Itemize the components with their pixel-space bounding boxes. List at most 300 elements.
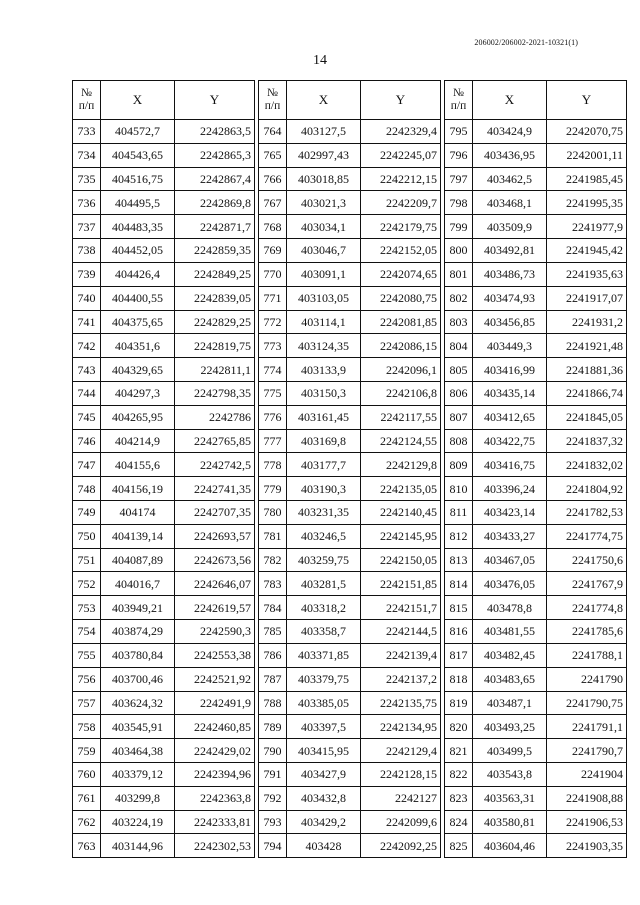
table-row — [73, 810, 255, 834]
x-coordinate-cell: 403397,5 — [287, 715, 361, 739]
table-row — [445, 572, 627, 596]
x-coordinate-cell: 403435,14 — [473, 381, 547, 405]
table-row — [73, 715, 255, 739]
x-coordinate-cell: 403259,75 — [287, 548, 361, 572]
y-coordinate-cell: 2242333,81 — [175, 810, 255, 834]
x-coordinate-cell: 403379,75 — [287, 667, 361, 691]
point-number-cell: 783 — [259, 572, 287, 596]
point-number-cell: 747 — [73, 453, 101, 477]
y-coordinate-cell: 2242086,15 — [361, 334, 441, 358]
table-row — [445, 381, 627, 405]
x-coordinate-cell: 403509,9 — [473, 215, 547, 239]
column-header-y: Y — [547, 81, 627, 120]
table-row — [445, 286, 627, 310]
table-row — [73, 239, 255, 263]
point-number-cell: 751 — [73, 548, 101, 572]
x-coordinate-cell: 403478,8 — [473, 596, 547, 620]
coordinates-table-1 — [72, 80, 255, 858]
point-number-cell: 816 — [445, 620, 473, 644]
y-coordinate-cell: 2242865,3 — [175, 143, 255, 167]
point-number-cell: 755 — [73, 643, 101, 667]
x-coordinate-cell: 403700,46 — [101, 667, 175, 691]
x-coordinate-cell: 403499,5 — [473, 739, 547, 763]
table-row — [73, 381, 255, 405]
point-number-cell: 777 — [259, 429, 287, 453]
table-row — [445, 191, 627, 215]
table-row — [445, 262, 627, 286]
table-row — [259, 596, 441, 620]
point-number-cell: 770 — [259, 262, 287, 286]
x-coordinate-cell: 403487,1 — [473, 691, 547, 715]
point-number-cell: 811 — [445, 501, 473, 525]
table-row — [445, 524, 627, 548]
x-coordinate-cell: 403224,19 — [101, 810, 175, 834]
column-header-number: № п/п — [73, 81, 101, 120]
point-number-cell: 771 — [259, 286, 287, 310]
column-header-number: № п/п — [445, 81, 473, 120]
table-row — [445, 477, 627, 501]
point-number-cell: 822 — [445, 762, 473, 786]
table-row — [259, 810, 441, 834]
y-coordinate-cell: 2241790,7 — [547, 739, 627, 763]
point-number-cell: 794 — [259, 834, 287, 858]
x-coordinate-cell: 403021,3 — [287, 191, 361, 215]
y-coordinate-cell: 2242212,15 — [361, 167, 441, 191]
table-row — [445, 834, 627, 858]
table-row — [73, 120, 255, 144]
x-coordinate-cell: 403396,24 — [473, 477, 547, 501]
column-header-x: X — [473, 81, 547, 120]
x-coordinate-cell: 403144,96 — [101, 834, 175, 858]
table-row — [259, 477, 441, 501]
table-row — [73, 667, 255, 691]
x-coordinate-cell: 403177,7 — [287, 453, 361, 477]
table-row — [259, 762, 441, 786]
point-number-cell: 762 — [73, 810, 101, 834]
point-number-cell: 797 — [445, 167, 473, 191]
table-row — [259, 262, 441, 286]
table-row — [445, 239, 627, 263]
x-coordinate-cell: 404400,55 — [101, 286, 175, 310]
point-number-cell: 756 — [73, 667, 101, 691]
y-coordinate-cell: 2242134,95 — [361, 715, 441, 739]
x-coordinate-cell: 403486,73 — [473, 262, 547, 286]
x-coordinate-cell: 403464,38 — [101, 739, 175, 763]
y-coordinate-cell: 2242460,85 — [175, 715, 255, 739]
point-number-cell: 740 — [73, 286, 101, 310]
point-number-cell: 738 — [73, 239, 101, 263]
table-row — [445, 453, 627, 477]
point-number-cell: 779 — [259, 477, 287, 501]
point-number-cell: 745 — [73, 405, 101, 429]
y-coordinate-cell: 2242673,56 — [175, 548, 255, 572]
x-coordinate-cell: 403114,1 — [287, 310, 361, 334]
table-row — [259, 215, 441, 239]
x-coordinate-cell: 403246,5 — [287, 524, 361, 548]
x-coordinate-cell: 404452,05 — [101, 239, 175, 263]
x-coordinate-cell: 403467,05 — [473, 548, 547, 572]
x-coordinate-cell: 403127,5 — [287, 120, 361, 144]
y-coordinate-cell: 2241985,45 — [547, 167, 627, 191]
y-coordinate-cell: 2241904 — [547, 762, 627, 786]
table-row — [259, 643, 441, 667]
point-number-cell: 736 — [73, 191, 101, 215]
x-coordinate-cell: 404375,65 — [101, 310, 175, 334]
table-row — [73, 358, 255, 382]
point-number-cell: 814 — [445, 572, 473, 596]
table-row — [73, 215, 255, 239]
table-row — [73, 834, 255, 858]
point-number-cell: 790 — [259, 739, 287, 763]
x-coordinate-cell: 404139,14 — [101, 524, 175, 548]
y-coordinate-cell: 2242867,4 — [175, 167, 255, 191]
point-number-cell: 778 — [259, 453, 287, 477]
table-row — [259, 405, 441, 429]
point-number-cell: 819 — [445, 691, 473, 715]
point-number-cell: 780 — [259, 501, 287, 525]
table-header-row — [445, 81, 627, 120]
y-coordinate-cell: 2242128,15 — [361, 762, 441, 786]
x-coordinate-cell: 403281,5 — [287, 572, 361, 596]
table-row — [445, 501, 627, 525]
x-coordinate-cell: 402997,43 — [287, 143, 361, 167]
table-row — [259, 358, 441, 382]
table-row — [259, 786, 441, 810]
y-coordinate-cell: 2242139,4 — [361, 643, 441, 667]
y-coordinate-cell: 2241935,63 — [547, 262, 627, 286]
y-coordinate-cell: 2242429,02 — [175, 739, 255, 763]
y-coordinate-cell: 2242150,05 — [361, 548, 441, 572]
table-row — [259, 310, 441, 334]
x-coordinate-cell: 403474,93 — [473, 286, 547, 310]
table-header-row — [259, 81, 441, 120]
point-number-cell: 787 — [259, 667, 287, 691]
point-number-cell: 735 — [73, 167, 101, 191]
point-number-cell: 805 — [445, 358, 473, 382]
table-row — [259, 620, 441, 644]
x-coordinate-cell: 403415,95 — [287, 739, 361, 763]
y-coordinate-cell: 2242106,8 — [361, 381, 441, 405]
point-number-cell: 781 — [259, 524, 287, 548]
y-coordinate-cell: 2242152,05 — [361, 239, 441, 263]
point-number-cell: 785 — [259, 620, 287, 644]
coordinates-table-3 — [444, 80, 627, 858]
table-row — [73, 143, 255, 167]
y-coordinate-cell: 2242829,25 — [175, 310, 255, 334]
y-coordinate-cell: 2241791,1 — [547, 715, 627, 739]
y-coordinate-cell: 2241903,35 — [547, 834, 627, 858]
point-number-cell: 774 — [259, 358, 287, 382]
x-coordinate-cell: 403423,14 — [473, 501, 547, 525]
table-row — [259, 143, 441, 167]
column-header-number: № п/п — [259, 81, 287, 120]
x-coordinate-cell: 403018,85 — [287, 167, 361, 191]
table-row — [445, 167, 627, 191]
y-coordinate-cell: 2242741,35 — [175, 477, 255, 501]
table-row — [445, 810, 627, 834]
point-number-cell: 766 — [259, 167, 287, 191]
point-number-cell: 802 — [445, 286, 473, 310]
point-number-cell: 765 — [259, 143, 287, 167]
x-coordinate-cell: 404016,7 — [101, 572, 175, 596]
x-coordinate-cell: 404087,89 — [101, 548, 175, 572]
table-row — [259, 667, 441, 691]
y-coordinate-cell: 2241782,53 — [547, 501, 627, 525]
table-row — [73, 310, 255, 334]
y-coordinate-cell: 2241804,92 — [547, 477, 627, 501]
table-row — [73, 191, 255, 215]
table-row — [259, 739, 441, 763]
y-coordinate-cell: 2241750,6 — [547, 548, 627, 572]
point-number-cell: 750 — [73, 524, 101, 548]
x-coordinate-cell: 403034,1 — [287, 215, 361, 239]
x-coordinate-cell: 403780,84 — [101, 643, 175, 667]
y-coordinate-cell: 2242302,53 — [175, 834, 255, 858]
table-row — [445, 739, 627, 763]
table-row — [259, 715, 441, 739]
point-number-cell: 817 — [445, 643, 473, 667]
x-coordinate-cell: 403543,8 — [473, 762, 547, 786]
table-row — [445, 643, 627, 667]
x-coordinate-cell: 403416,99 — [473, 358, 547, 382]
table-row — [445, 334, 627, 358]
x-coordinate-cell: 404265,95 — [101, 405, 175, 429]
y-coordinate-cell: 2242137,2 — [361, 667, 441, 691]
y-coordinate-cell: 2241790,75 — [547, 691, 627, 715]
y-coordinate-cell: 2242070,75 — [547, 120, 627, 144]
x-coordinate-cell: 404516,75 — [101, 167, 175, 191]
point-number-cell: 798 — [445, 191, 473, 215]
table-row — [259, 524, 441, 548]
y-coordinate-cell: 2242849,25 — [175, 262, 255, 286]
point-number-cell: 773 — [259, 334, 287, 358]
column-header-x: X — [101, 81, 175, 120]
table-row — [259, 381, 441, 405]
table-row — [73, 477, 255, 501]
point-number-cell: 803 — [445, 310, 473, 334]
table-row — [73, 643, 255, 667]
table-row — [73, 691, 255, 715]
y-coordinate-cell: 2241945,42 — [547, 239, 627, 263]
y-coordinate-cell: 2242129,4 — [361, 739, 441, 763]
x-coordinate-cell: 403299,8 — [101, 786, 175, 810]
point-number-cell: 799 — [445, 215, 473, 239]
point-number-cell: 807 — [445, 405, 473, 429]
y-coordinate-cell: 2241866,74 — [547, 381, 627, 405]
table-row — [445, 715, 627, 739]
x-coordinate-cell: 403091,1 — [287, 262, 361, 286]
table-row — [73, 786, 255, 810]
y-coordinate-cell: 2242839,05 — [175, 286, 255, 310]
point-number-cell: 772 — [259, 310, 287, 334]
x-coordinate-cell: 403161,45 — [287, 405, 361, 429]
point-number-cell: 801 — [445, 262, 473, 286]
x-coordinate-cell: 403545,91 — [101, 715, 175, 739]
point-number-cell: 795 — [445, 120, 473, 144]
point-number-cell: 764 — [259, 120, 287, 144]
y-coordinate-cell: 2241837,32 — [547, 429, 627, 453]
x-coordinate-cell: 403231,35 — [287, 501, 361, 525]
x-coordinate-cell: 403428 — [287, 834, 361, 858]
y-coordinate-cell: 2242081,85 — [361, 310, 441, 334]
x-coordinate-cell: 403103,05 — [287, 286, 361, 310]
y-coordinate-cell: 2242329,4 — [361, 120, 441, 144]
point-number-cell: 763 — [73, 834, 101, 858]
table-row — [73, 286, 255, 310]
y-coordinate-cell: 2241774,8 — [547, 596, 627, 620]
table-row — [73, 334, 255, 358]
table-row — [445, 405, 627, 429]
y-coordinate-cell: 2242619,57 — [175, 596, 255, 620]
x-coordinate-cell: 403493,25 — [473, 715, 547, 739]
x-coordinate-cell: 403624,32 — [101, 691, 175, 715]
table-row — [259, 501, 441, 525]
x-coordinate-cell: 403190,3 — [287, 477, 361, 501]
table-row — [73, 167, 255, 191]
point-number-cell: 741 — [73, 310, 101, 334]
point-number-cell: 809 — [445, 453, 473, 477]
page-number: 14 — [313, 53, 327, 68]
y-coordinate-cell: 2242144,5 — [361, 620, 441, 644]
table-row — [73, 262, 255, 286]
point-number-cell: 810 — [445, 477, 473, 501]
y-coordinate-cell: 2241845,05 — [547, 405, 627, 429]
y-coordinate-cell: 2242129,8 — [361, 453, 441, 477]
x-coordinate-cell: 403358,7 — [287, 620, 361, 644]
point-number-cell: 775 — [259, 381, 287, 405]
x-coordinate-cell: 403422,75 — [473, 429, 547, 453]
y-coordinate-cell: 2242145,95 — [361, 524, 441, 548]
point-number-cell: 788 — [259, 691, 287, 715]
y-coordinate-cell: 2241931,2 — [547, 310, 627, 334]
y-coordinate-cell: 2242693,57 — [175, 524, 255, 548]
point-number-cell: 789 — [259, 715, 287, 739]
y-coordinate-cell: 2242553,38 — [175, 643, 255, 667]
point-number-cell: 813 — [445, 548, 473, 572]
table-row — [73, 453, 255, 477]
point-number-cell: 757 — [73, 691, 101, 715]
x-coordinate-cell: 403150,3 — [287, 381, 361, 405]
y-coordinate-cell: 2242074,65 — [361, 262, 441, 286]
x-coordinate-cell: 403416,75 — [473, 453, 547, 477]
y-coordinate-cell: 2242742,5 — [175, 453, 255, 477]
y-coordinate-cell: 2242786 — [175, 405, 255, 429]
coordinates-tables — [72, 80, 627, 858]
table-row — [259, 548, 441, 572]
point-number-cell: 744 — [73, 381, 101, 405]
point-number-cell: 769 — [259, 239, 287, 263]
point-number-cell: 753 — [73, 596, 101, 620]
table-row — [445, 548, 627, 572]
table-row — [445, 667, 627, 691]
document-id: 206002/206002-2021-10321(1) — [474, 38, 578, 47]
table-row — [445, 596, 627, 620]
coordinates-table-2 — [258, 80, 441, 858]
x-coordinate-cell: 403427,9 — [287, 762, 361, 786]
point-number-cell: 792 — [259, 786, 287, 810]
point-number-cell: 815 — [445, 596, 473, 620]
table-row — [445, 786, 627, 810]
table-row — [73, 572, 255, 596]
y-coordinate-cell: 2242819,75 — [175, 334, 255, 358]
y-coordinate-cell: 2242117,55 — [361, 405, 441, 429]
y-coordinate-cell: 2242646,07 — [175, 572, 255, 596]
y-coordinate-cell: 2241790 — [547, 667, 627, 691]
y-coordinate-cell: 2242245,07 — [361, 143, 441, 167]
table-row — [259, 286, 441, 310]
table-row — [73, 620, 255, 644]
y-coordinate-cell: 2241788,1 — [547, 643, 627, 667]
y-coordinate-cell: 2242491,9 — [175, 691, 255, 715]
table-row — [445, 762, 627, 786]
point-number-cell: 739 — [73, 262, 101, 286]
x-coordinate-cell: 403385,05 — [287, 691, 361, 715]
table-row — [445, 120, 627, 144]
y-coordinate-cell: 2241906,53 — [547, 810, 627, 834]
y-coordinate-cell: 2242869,8 — [175, 191, 255, 215]
x-coordinate-cell: 403476,05 — [473, 572, 547, 596]
x-coordinate-cell: 403412,65 — [473, 405, 547, 429]
x-coordinate-cell: 404483,35 — [101, 215, 175, 239]
x-coordinate-cell: 404426,4 — [101, 262, 175, 286]
point-number-cell: 746 — [73, 429, 101, 453]
x-coordinate-cell: 404495,5 — [101, 191, 175, 215]
x-coordinate-cell: 403468,1 — [473, 191, 547, 215]
y-coordinate-cell: 2242859,35 — [175, 239, 255, 263]
table-row — [445, 429, 627, 453]
x-coordinate-cell: 403371,85 — [287, 643, 361, 667]
y-coordinate-cell: 2242179,75 — [361, 215, 441, 239]
point-number-cell: 791 — [259, 762, 287, 786]
y-coordinate-cell: 2242140,45 — [361, 501, 441, 525]
y-coordinate-cell: 2242151,7 — [361, 596, 441, 620]
table-row — [445, 310, 627, 334]
y-coordinate-cell: 2242863,5 — [175, 120, 255, 144]
point-number-cell: 796 — [445, 143, 473, 167]
table-row — [73, 762, 255, 786]
point-number-cell: 759 — [73, 739, 101, 763]
x-coordinate-cell: 403481,55 — [473, 620, 547, 644]
table-row — [259, 191, 441, 215]
table-header-row — [73, 81, 255, 120]
point-number-cell: 776 — [259, 405, 287, 429]
x-coordinate-cell: 403483,65 — [473, 667, 547, 691]
point-number-cell: 768 — [259, 215, 287, 239]
column-header-y: Y — [175, 81, 255, 120]
table-row — [259, 120, 441, 144]
y-coordinate-cell: 2242798,35 — [175, 381, 255, 405]
table-row — [73, 524, 255, 548]
table-row — [73, 429, 255, 453]
point-number-cell: 824 — [445, 810, 473, 834]
x-coordinate-cell: 404155,6 — [101, 453, 175, 477]
x-coordinate-cell: 403169,8 — [287, 429, 361, 453]
x-coordinate-cell: 403133,9 — [287, 358, 361, 382]
y-coordinate-cell: 2242135,75 — [361, 691, 441, 715]
table-row — [259, 453, 441, 477]
table-row — [259, 239, 441, 263]
point-number-cell: 800 — [445, 239, 473, 263]
table-row — [445, 215, 627, 239]
point-number-cell: 804 — [445, 334, 473, 358]
x-coordinate-cell: 403433,27 — [473, 524, 547, 548]
y-coordinate-cell: 2241832,02 — [547, 453, 627, 477]
x-coordinate-cell: 403318,2 — [287, 596, 361, 620]
point-number-cell: 749 — [73, 501, 101, 525]
x-coordinate-cell: 404543,65 — [101, 143, 175, 167]
y-coordinate-cell: 2242363,8 — [175, 786, 255, 810]
table-row — [259, 334, 441, 358]
